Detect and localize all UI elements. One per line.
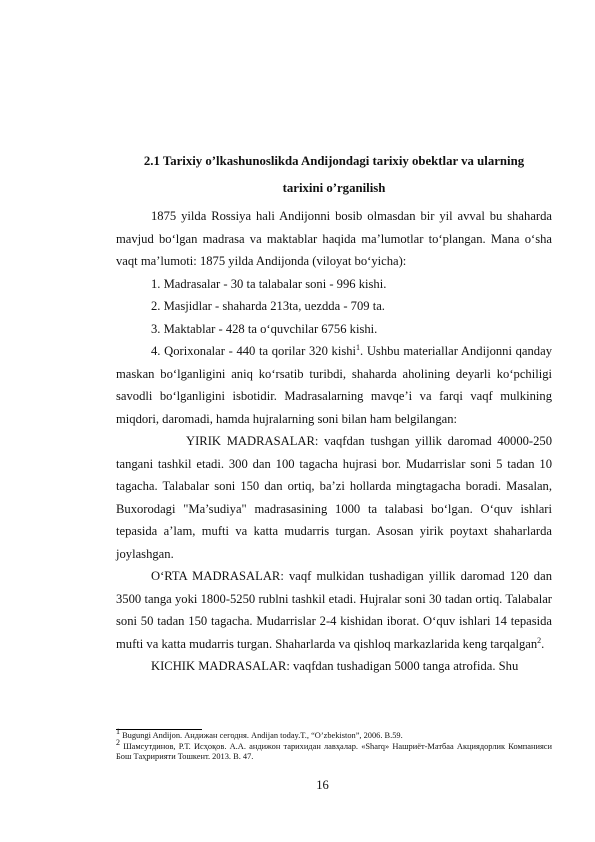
paragraph-kichik-madrasalar: KICHIK MADRASALAR: vaqfdan tushadigan 5000 tanga atrofida. Shu: [151, 659, 519, 673]
paragraph-orta-madrasalar: [116, 565, 552, 655]
page-number: 16: [316, 778, 329, 792]
heading-line-2: tarixini o’rganilish: [282, 181, 386, 195]
footnote-1-text: Bugungi Andijon. Андижан сегодня. Andijan today.T., “O’zbekiston”, 2006. B.59.: [122, 731, 403, 740]
heading-line-1: 2.1 Tarixiy o’lkashunoslikda Andijondagi tarixiy obektlar va ularning: [143, 154, 525, 168]
qorixonalar-continuation: . Ushbu materiallar Andijonni qanday maskan bo‘lganligini aniq ko‘rsatib turibdi, shaharda aholining deyarli ko‘pchiligi savodli bo‘lganligini isbotidir. Madrasalarning mavqe’i va farqi vaqf mulkining miqdori, daromadi, hamda hujralarning soni bilan ham belgilangan:: [116, 344, 552, 426]
footnote-1-mark: 1: [116, 727, 120, 737]
qorixonalar-text: 4. Qorixonalar - 440 ta qorilar 320 kishi: [151, 344, 357, 358]
footnote-1: [116, 727, 552, 742]
list-item-madrasalar: 1. Madrasalar - 30 ta talabalar soni - 996 kishi.: [151, 276, 387, 291]
section-heading: [116, 148, 552, 202]
list-item-masjidlar: 2. Masjidlar - shaharda 213ta, uezdda - 709 ta.: [151, 299, 385, 313]
list-item-qorixonalar: [116, 340, 552, 430]
footnote-2-text: Шамсутдинов, Р.Т. Исҳоқов. А.А. андижон тарихидан лавҳалар. «Sharq» Нашриёт-Матбаа Акциядорлик Компанияси Бош Таҳририяти Тошкент. 2013. В. 47.: [116, 741, 553, 761]
paragraph-intro: 1875 yilda Rossiya hali Andijonni bosib olmasdan bir yil avval bu shaharda mavjud bo‘lgan madrasa va maktablar haqida ma’lumotlar to‘plangan. Mana o‘sha vaqt ma’lumoti: 1875 yilda Andijonda (viloyat bo‘yicha):: [116, 209, 552, 268]
footnote-2: [116, 737, 553, 763]
orta-madrasalar-end: .: [541, 636, 545, 651]
footnote-ref-1: 1: [356, 342, 361, 352]
footnote-ref-2: 2: [537, 635, 542, 645]
orta-madrasalar-text: O‘RTA MADRASALAR: vaqf mulkidan tushadigan yillik daromad 120 dan 3500 tanga yoki 1800-5250 rublni tashkil etadi. Hujralar soni 30 tadan ortiq. Talabalar soni 50 tadan 150 tagacha. Mudarrislar 2-4 kishidan iborat. O‘quv ishlari 14 tepasida mufti va katta mudarris turgan. Shaharlarda va qishloq markazlarida keng tarqalgan: [116, 569, 552, 651]
footnote-2-mark: 2: [116, 737, 120, 747]
list-item-maktablar: 3. Maktablar - 428 ta o‘quvchilar 6756 kishi.: [151, 321, 378, 336]
footnotes: [116, 727, 553, 763]
footnote-divider: [116, 729, 202, 730]
body-text: [116, 205, 552, 678]
paragraph-yirik-madrasalar: YIRIK MADRASALAR: vaqfdan tushgan yillik daromad 40000-250 tangani tashkil etadi. 300 dan 100 tagacha hujrasi bor. Mudarrislar soni 5 tadan 10 tagacha. Talabalar soni 150 dan ortiq, ba’zi hollarda mingtagacha boradi. Masalan, Buxorodagi "Ma’sudiya" madrasasining 1000 ta talabasi bo‘lgan. O‘quv ishlari tepasida a’lam, mufti va katta mudarris turgan. Asosan yirik poytaxt shaharlarda joylashgan.: [116, 434, 552, 561]
